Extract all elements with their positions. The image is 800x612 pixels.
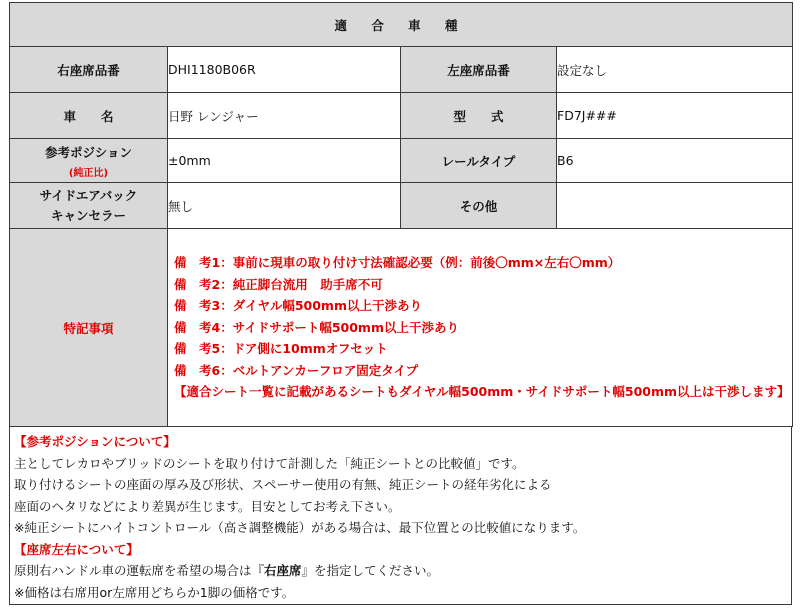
airbag-value: 無し <box>168 183 401 229</box>
car-name-value: 日野 レンジャー <box>168 93 401 139</box>
position-line-1: 主としてレカロやブリッドのシートを取り付けて計測した「純正シートとの比較値」です。 <box>14 455 525 471</box>
notes-list <box>168 246 792 409</box>
airbag-label-line1: サイドエアバック <box>39 187 138 203</box>
side-heading: 【座席左右について】 <box>14 541 139 557</box>
side-line-bold: 右座席 <box>264 563 302 578</box>
airbag-label-line2: キャンセラー <box>50 207 126 223</box>
position-label-cell <box>10 139 168 183</box>
reference-notes <box>9 427 792 605</box>
note-item-5: 備 考5：ドア側に10mmオフセット <box>174 341 388 357</box>
right-seat-label: 右座席品番 <box>10 47 168 93</box>
notes-cell <box>168 229 793 427</box>
position-line-2: 取り付けるシートの座面の厚み及び形状、スペーサー使用の有無、純正シートの経年劣化による <box>14 477 552 492</box>
left-seat-label: 左座席品番 <box>401 47 557 93</box>
position-line-3: 座面のヘタリなどにより差異が生じます。目安としてお考え下さい。 <box>14 498 401 514</box>
notes-label: 特記事項 <box>10 229 168 427</box>
position-heading: 【参考ポジションについて】 <box>14 434 176 449</box>
airbag-label-cell <box>10 183 168 229</box>
side-line-post: 』を指定してください。 <box>301 563 440 578</box>
position-value: ±0mm <box>168 139 401 183</box>
fitment-table <box>9 2 793 427</box>
rail-value: B6 <box>557 139 793 183</box>
position-sublabel: (純正比) <box>68 167 109 179</box>
price-line: ※価格は右席用or左席用どちらか1脚の価格です。 <box>14 584 295 600</box>
note-item-1: 備 考1：事前に現車の取り付け寸法確認必要（例：前後〇mm×左右〇mm） <box>174 255 621 271</box>
model-label: 型 式 <box>401 93 557 139</box>
page-title: 適 合 車 種 <box>10 3 793 47</box>
position-label: 参考ポジション <box>45 144 132 160</box>
other-label: その他 <box>401 183 557 229</box>
note-item-3: 備 考3：ダイヤル幅500mm以上干渉あり <box>174 298 422 314</box>
side-line <box>14 560 785 582</box>
side-line-pre: 原則右ハンドル車の運転席を希望の場合は『 <box>14 563 265 578</box>
left-seat-value: 設定なし <box>557 47 793 93</box>
note-item-2: 備 考2：純正脚台流用 助手席不可 <box>174 276 383 292</box>
note-item-6: 備 考6：ベルトアンカーフロア固定タイプ <box>174 362 419 378</box>
fitment-sheet <box>9 2 792 605</box>
bracket-note: 【適合シート一覧に記載があるシートもダイヤル幅500mm・サイドサポート幅500mm以上は干渉します】 <box>174 384 790 400</box>
position-line-4: ※純正シートにハイトコントロール（高さ調整機能）がある場合は、最下位置との比較値になります。 <box>14 520 586 535</box>
model-value: FD7J### <box>557 93 793 139</box>
right-seat-value: DHI1180B06R <box>168 47 401 93</box>
car-name-label: 車 名 <box>10 93 168 139</box>
note-item-4: 備 考4：サイドサポート幅500mm以上干渉あり <box>174 319 459 335</box>
other-value <box>557 183 793 229</box>
rail-label: レールタイプ <box>401 139 557 183</box>
